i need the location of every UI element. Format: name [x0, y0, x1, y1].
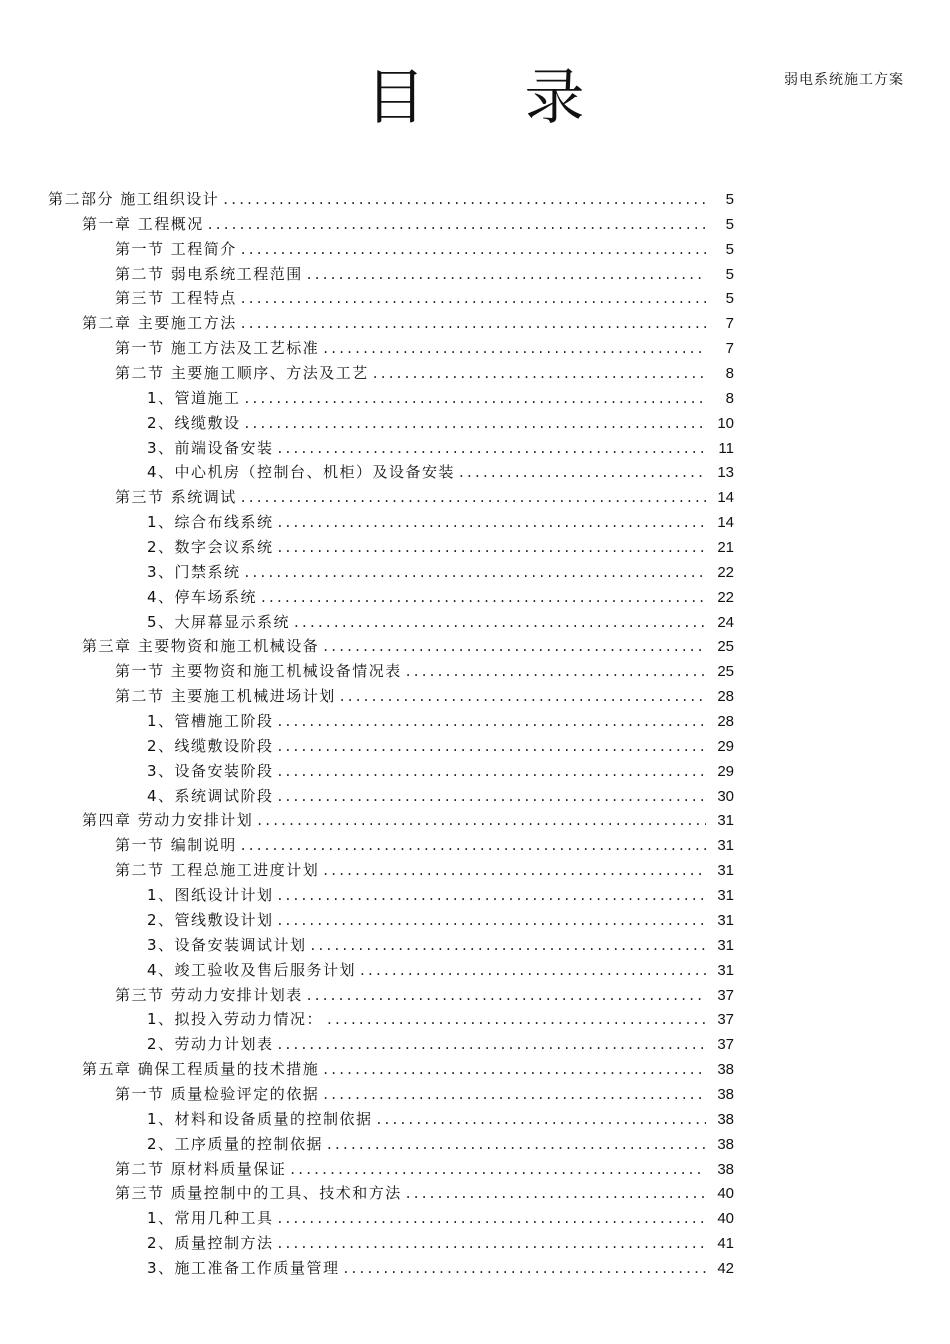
toc-entry-title: 第一节 主要物资和施工机械设备情况表 [115, 662, 402, 681]
toc-entry-page-number: 5 [725, 215, 734, 233]
toc-entry-page-number: 13 [717, 464, 734, 482]
toc-entry-page-number: 14 [717, 489, 734, 507]
toc-entry-page-number: 5 [725, 290, 734, 308]
dot-leader [290, 1157, 706, 1182]
toc-entry-page-number: 38 [717, 1135, 734, 1153]
dot-leader [311, 933, 706, 958]
toc-entry-page-number: 37 [717, 1036, 734, 1054]
toc-entry[interactable] [147, 460, 734, 485]
toc-entry[interactable] [82, 808, 734, 833]
toc-entry[interactable] [147, 560, 734, 585]
toc-entry[interactable] [115, 1157, 734, 1182]
toc-entry[interactable] [147, 709, 734, 734]
toc-entry[interactable] [147, 1231, 734, 1256]
dot-leader [278, 535, 706, 560]
toc-entry-title: 第三章 主要物资和施工机械设备 [82, 637, 320, 656]
toc-entry-title: 3、门禁系统 [147, 562, 241, 581]
toc-entry-page-number: 40 [717, 1185, 734, 1203]
toc-entry[interactable] [147, 1206, 734, 1231]
toc-entry[interactable] [147, 933, 734, 958]
toc-entry-page-number: 41 [717, 1235, 734, 1253]
dot-leader [261, 585, 706, 610]
toc-entry-title: 1、综合布线系统 [147, 513, 274, 532]
dot-leader [323, 1057, 706, 1082]
toc-entry[interactable] [147, 585, 734, 610]
dot-leader [278, 908, 706, 933]
toc-entry-page-number: 37 [717, 1011, 734, 1029]
toc-entry-page-number: 22 [717, 563, 734, 581]
dot-leader [241, 237, 706, 262]
toc-entry-page-number: 8 [725, 365, 734, 383]
toc-entry[interactable] [147, 784, 734, 809]
toc-entry-title: 第二章 主要施工方法 [82, 314, 237, 333]
dot-leader [278, 1032, 706, 1057]
toc-entry-page-number: 28 [717, 688, 734, 706]
toc-entry-page-number: 21 [717, 539, 734, 557]
page-title: 目 录 [365, 63, 625, 133]
toc-entry-title: 2、线缆敷设 [147, 413, 241, 432]
toc-entry-title: 3、设备安装调试计划 [147, 935, 307, 954]
toc-entry[interactable] [147, 1032, 734, 1057]
toc-entry[interactable] [82, 311, 734, 336]
toc-entry[interactable] [147, 883, 734, 908]
toc-entry[interactable] [82, 212, 734, 237]
toc-entry[interactable] [115, 1181, 734, 1206]
dot-leader [223, 187, 706, 212]
toc-entry-title: 第三节 质量控制中的工具、技术和方法 [115, 1184, 402, 1203]
toc-entry[interactable] [147, 510, 734, 535]
toc-entry-page-number: 10 [717, 414, 734, 432]
toc-entry-title: 第二节 主要施工机械进场计划 [115, 687, 336, 706]
toc-entry-title: 第二节 原材料质量保证 [115, 1159, 287, 1178]
toc-entry-page-number: 31 [717, 862, 734, 880]
toc-entry-title: 3、设备安装阶段 [147, 761, 274, 780]
toc-entry-page-number: 28 [717, 713, 734, 731]
toc-entry-title: 第三节 系统调试 [115, 488, 237, 507]
table-of-contents [0, 187, 950, 1281]
toc-entry-page-number: 11 [718, 439, 734, 457]
toc-entry[interactable] [115, 659, 734, 684]
toc-entry-title: 第一节 编制说明 [115, 836, 237, 855]
toc-entry[interactable] [147, 734, 734, 759]
toc-entry-title: 2、质量控制方法 [147, 1234, 274, 1253]
toc-entry[interactable] [48, 187, 734, 212]
toc-entry-page-number: 40 [717, 1210, 734, 1228]
toc-entry-title: 1、管道施工 [147, 388, 241, 407]
toc-entry-page-number: 38 [717, 1061, 734, 1079]
toc-entry-title: 1、材料和设备质量的控制依据 [147, 1109, 373, 1128]
toc-entry[interactable] [147, 1107, 734, 1132]
toc-entry-page-number: 31 [717, 812, 734, 830]
toc-entry[interactable] [115, 336, 734, 361]
toc-entry-page-number: 14 [717, 514, 734, 532]
toc-entry-title: 第二节 主要施工顺序、方法及工艺 [115, 364, 369, 383]
toc-entry[interactable] [115, 262, 734, 287]
toc-entry-title: 第五章 确保工程质量的技术措施 [82, 1060, 320, 1079]
dot-leader [208, 212, 706, 237]
toc-entry[interactable] [115, 1082, 734, 1107]
toc-entry-title: 第三节 工程特点 [115, 289, 237, 308]
toc-entry-title: 4、中心机房（控制台、机柜）及设备安装 [147, 463, 456, 482]
toc-entry-title: 1、常用几种工具 [147, 1209, 274, 1228]
toc-entry-title: 第四章 劳动力安排计划 [82, 811, 254, 830]
toc-entry[interactable] [82, 634, 734, 659]
toc-entry-title: 4、停车场系统 [147, 587, 258, 606]
toc-entry-page-number: 31 [717, 936, 734, 954]
dot-leader [377, 1107, 706, 1132]
toc-entry-title: 3、施工准备工作质量管理 [147, 1258, 340, 1277]
toc-entry-title: 3、前端设备安装 [147, 438, 274, 457]
dot-leader [294, 610, 706, 635]
dot-leader [245, 411, 706, 436]
toc-entry-title: 第三节 劳动力安排计划表 [115, 985, 303, 1004]
toc-entry-page-number: 31 [717, 961, 734, 979]
toc-entry-page-number: 7 [725, 340, 734, 358]
dot-leader [245, 560, 706, 585]
toc-entry-page-number: 37 [717, 986, 734, 1004]
toc-entry-page-number: 5 [725, 191, 734, 208]
toc-entry-title: 第一章 工程概况 [82, 214, 204, 233]
dot-leader [278, 734, 706, 759]
toc-entry[interactable] [115, 485, 734, 510]
dot-leader [241, 311, 706, 336]
toc-entry-title: 第一节 质量检验评定的依据 [115, 1084, 320, 1103]
dot-leader [323, 336, 706, 361]
toc-entry[interactable] [147, 386, 734, 411]
dot-leader [257, 808, 706, 833]
toc-entry-title: 4、系统调试阶段 [147, 786, 274, 805]
dot-leader [278, 436, 706, 461]
toc-entry-page-number: 29 [717, 737, 734, 755]
toc-entry-page-number: 25 [717, 663, 734, 681]
dot-leader [241, 833, 706, 858]
toc-entry-title: 2、管线敷设计划 [147, 910, 274, 929]
dot-leader [241, 286, 706, 311]
toc-entry[interactable] [147, 1007, 734, 1032]
toc-entry-title: 第一节 施工方法及工艺标准 [115, 339, 320, 358]
dot-leader [406, 1181, 706, 1206]
toc-entry[interactable] [115, 237, 734, 262]
dot-leader [323, 858, 706, 883]
toc-entry-title: 第一节 工程简介 [115, 239, 237, 258]
dot-leader [278, 1231, 706, 1256]
toc-entry-page-number: 29 [717, 762, 734, 780]
toc-entry[interactable] [147, 908, 734, 933]
toc-entry-title: 第二节 工程总施工进度计划 [115, 861, 320, 880]
toc-entry-title: 1、拟投入劳动力情况： [147, 1010, 324, 1029]
toc-entry[interactable] [147, 610, 734, 635]
toc-entry-page-number: 31 [717, 911, 734, 929]
toc-entry-page-number: 5 [725, 265, 734, 283]
dot-leader [278, 1206, 706, 1231]
toc-entry-page-number: 7 [725, 315, 734, 333]
document-header-name: 弱电系统施工方案 [784, 72, 904, 88]
toc-entry[interactable] [147, 1256, 734, 1281]
dot-leader [340, 684, 706, 709]
toc-entry-page-number: 38 [717, 1110, 734, 1128]
dot-leader [373, 361, 706, 386]
toc-entry-page-number: 5 [725, 240, 734, 258]
dot-leader [245, 386, 706, 411]
toc-entry[interactable] [115, 983, 734, 1008]
dot-leader [327, 1007, 706, 1032]
dot-leader [323, 1082, 706, 1107]
dot-leader [323, 634, 706, 659]
dot-leader [278, 784, 706, 809]
toc-entry[interactable] [147, 1132, 734, 1157]
toc-entry-title: 第二部分 施工组织设计 [48, 190, 220, 208]
toc-entry-page-number: 22 [717, 588, 734, 606]
dot-leader [406, 659, 706, 684]
toc-entry-page-number: 31 [717, 837, 734, 855]
toc-entry[interactable] [147, 436, 734, 461]
toc-entry[interactable] [115, 361, 734, 386]
dot-leader [327, 1132, 706, 1157]
toc-entry-title: 第二节 弱电系统工程范围 [115, 264, 303, 283]
dot-leader [278, 883, 706, 908]
dot-leader [360, 958, 706, 983]
toc-entry-title: 2、数字会议系统 [147, 538, 274, 557]
toc-entry[interactable] [147, 535, 734, 560]
toc-entry-page-number: 38 [717, 1085, 734, 1103]
toc-entry[interactable] [147, 759, 734, 784]
toc-entry[interactable] [82, 1057, 734, 1082]
toc-entry[interactable] [147, 411, 734, 436]
dot-leader [241, 485, 706, 510]
dot-leader [278, 510, 706, 535]
toc-entry[interactable] [147, 958, 734, 983]
toc-entry-page-number: 38 [717, 1160, 734, 1178]
dot-leader [278, 759, 706, 784]
toc-entry[interactable] [115, 833, 734, 858]
toc-entry[interactable] [115, 684, 734, 709]
toc-entry-title: 5、大屏幕显示系统 [147, 612, 291, 631]
toc-entry[interactable] [115, 286, 734, 311]
toc-entry-page-number: 25 [717, 638, 734, 656]
dot-leader [459, 460, 706, 485]
dot-leader [278, 709, 706, 734]
dot-leader [307, 983, 706, 1008]
toc-entry-page-number: 30 [717, 787, 734, 805]
toc-entry[interactable] [115, 858, 734, 883]
toc-entry-title: 2、劳动力计划表 [147, 1035, 274, 1054]
toc-entry-title: 1、管槽施工阶段 [147, 712, 274, 731]
toc-entry-page-number: 42 [717, 1259, 734, 1277]
toc-entry-page-number: 31 [717, 887, 734, 905]
dot-leader [344, 1256, 706, 1281]
dot-leader [307, 262, 706, 287]
toc-entry-page-number: 24 [717, 613, 734, 631]
toc-entry-title: 1、图纸设计计划 [147, 886, 274, 905]
toc-entry-title: 2、线缆敷设阶段 [147, 736, 274, 755]
toc-entry-title: 2、工序质量的控制依据 [147, 1134, 324, 1153]
toc-entry-title: 4、竣工验收及售后服务计划 [147, 960, 357, 979]
toc-entry-page-number: 8 [725, 389, 734, 407]
